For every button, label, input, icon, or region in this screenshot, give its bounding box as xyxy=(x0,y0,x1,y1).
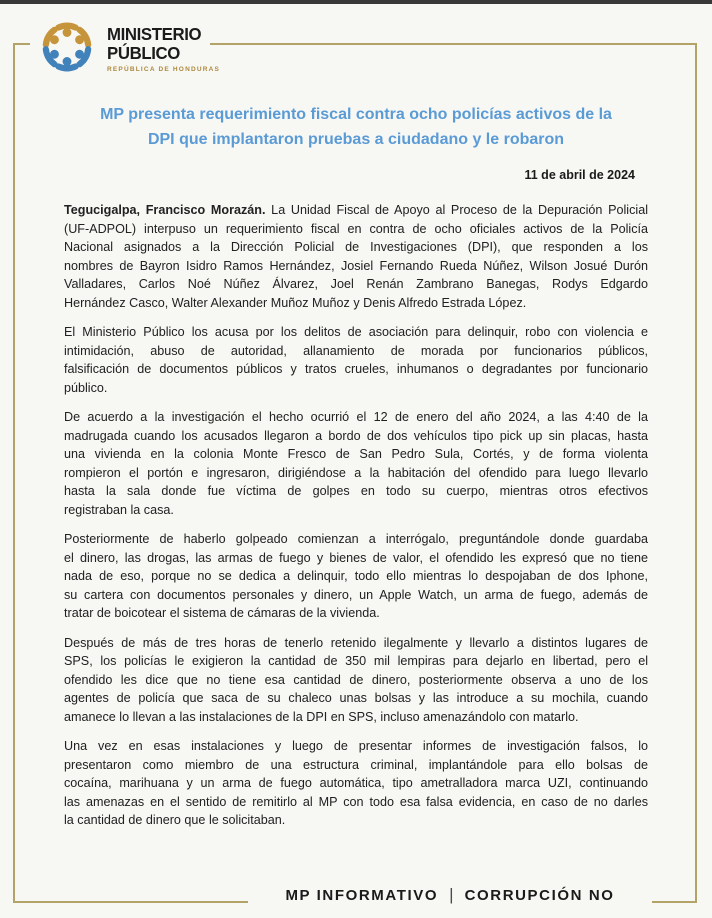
body-line: público. xyxy=(64,380,108,395)
paragraph xyxy=(64,737,648,830)
body-line: la cantidad de dinero que le solicitaban. xyxy=(64,813,286,827)
body-line: El Ministerio Público los acusa por los delitos de asociación para delinquir, robo con violencia e xyxy=(64,325,648,339)
body-line: amanece lo llevan a las instalaciones de la DPI en SPS, incluso amenazándolo con matarlo. xyxy=(64,709,579,724)
body-line: nombres de Bayron Isidro Ramos Hernández, Josiel Fernando Rueda Núñez, Wilson Josué Durón xyxy=(64,258,648,273)
paragraph xyxy=(64,408,648,519)
headline xyxy=(64,102,648,152)
frame-left-line xyxy=(13,43,15,903)
body-line: rompieron el portón e ingresaron, dirigiéndose a la habitación del ofendido para luego llevarlo xyxy=(64,465,648,480)
body-line: Hernández Casco, Walter Alexander Muñoz Muñoz y Denis Alfredo Estrada López. xyxy=(64,295,527,310)
scan-top-edge xyxy=(0,0,712,4)
paragraph xyxy=(64,530,648,623)
body-line: registraban la casa. xyxy=(64,502,174,517)
logo-line-publico: PÚBLICO xyxy=(107,43,180,63)
body-line: tratar de boicotear el sistema de cámaras de la vivienda. xyxy=(64,606,380,620)
frame-right-line xyxy=(695,43,697,903)
paragraph xyxy=(64,634,648,727)
body-line: hasta la sala donde fue víctima de golpes en todo su cuerpo, mientras otros efectivos xyxy=(64,484,648,498)
footer-left-label: MP INFORMATIVO xyxy=(285,886,439,904)
body-line: ofendido les dice que no tiene esa cantidad de dinero, posteriormente observa a uno de los xyxy=(64,672,648,687)
paragraph xyxy=(64,201,648,312)
body-line: Posteriormente de haberlo golpeado comienzan a interrógalo, preguntándole donde guardaba xyxy=(64,532,648,546)
body-line: De acuerdo a la investigación el hecho ocurrió el 12 de enero del año 2024, a las 4:40 de la xyxy=(64,410,648,424)
logo-caption: REPÚBLICA DE HONDURAS xyxy=(107,66,221,73)
body-line: Nacional asignados a la Dirección Policial de Investigaciones (DPI), que responden a los xyxy=(64,240,648,254)
frame-bottom-right-line xyxy=(652,901,697,903)
dateline: 11 de abril de 2024 xyxy=(524,168,635,182)
body-line: agentes de policía que saca de su chaleco unas bolsas y las introduce a su mochila, cuando xyxy=(64,691,648,705)
body-line: falsificación de documentos públicos y tratos crueles, inhumanos o degradantes por funcionario xyxy=(64,362,648,376)
body-line: intimidación, abuso de autoridad, allanamiento de morada por funcionarios públicos, xyxy=(64,343,648,358)
headline-line-1: MP presenta requerimiento fiscal contra ocho policías activos de la xyxy=(100,106,612,123)
logo-wordmark xyxy=(107,18,220,73)
headline-line-2: DPI que implantaron pruebas a ciudadano y le robaron xyxy=(147,131,565,148)
body-line: cocaína, marihuana y un arma de fuego automática, tipo ametralladora marca UZI, continuando xyxy=(64,776,648,790)
body-line: SPS, los policías le exigieron la cantidad de 350 mil lempiras para dejarlo en libertad, pero el xyxy=(64,654,648,668)
mp-emblem-icon xyxy=(38,18,96,76)
paragraph-lead: Tegucigalpa, Francisco Morazán. xyxy=(64,203,266,217)
paragraph xyxy=(64,323,648,397)
body-line: una vivienda en la colonia Monte Fresco de San Pedro Sula, Cortés, y de forma violenta xyxy=(64,447,648,461)
body-line: el dinero, las drogas, las armas de fuego y bienes de valor, el ofendido les expresó que no tiene xyxy=(64,550,648,565)
body-line: las amenazas en el sentido de remitirlo al MP con todo esa falsa evidencia, en caso de no darles xyxy=(64,794,648,809)
footer-separator: | xyxy=(449,885,454,904)
body-line: madrugada cuando los acusados llegaron a bordo de dos vehículos tipo pick up sin placas, hasta xyxy=(64,428,648,443)
body-line: (UF-ADPOL) interpuso un requerimiento fiscal en contra de ocho oficiales activos de la Policía xyxy=(64,221,648,236)
logo-line-ministerio: MINISTERIO xyxy=(107,24,202,44)
body-line: presentaron como miembro de una estructura criminal, implantándole para ello bolsas de xyxy=(64,757,648,772)
frame-top-left-tick xyxy=(13,43,30,45)
body-line: nada de eso, porque no se dedica a delinquir, todo ello mientras lo despojaban de dos Iphone, xyxy=(64,569,648,583)
body-line: Valladares, Carlos Noé Núñez Álvarez, Joel Renán Zambrano Banegas, Rodys Edgardo xyxy=(64,277,648,291)
frame-bottom-left-line xyxy=(13,901,248,903)
ministerio-publico-logo xyxy=(38,18,220,76)
body-line: Tegucigalpa, Francisco Morazán. La Unidad Fiscal de Apoyo al Proceso de la Depuración Policial xyxy=(64,203,648,217)
footer-banner xyxy=(248,883,652,907)
frame-top-line xyxy=(210,43,697,45)
footer-right-label: CORRUPCIÓN NO xyxy=(464,886,615,904)
document-body xyxy=(64,201,648,841)
body-line: Después de más de tres horas de tenerlo retenido ilegalmente y llevarlo a distintos lugares de xyxy=(64,635,648,650)
body-line: Una vez en esas instalaciones y luego de presentar informes de investigación falsos, lo xyxy=(64,739,648,753)
body-line: su cartera con documentos personales y dinero, un Apple Watch, un arma de fuego, además de xyxy=(64,587,648,602)
